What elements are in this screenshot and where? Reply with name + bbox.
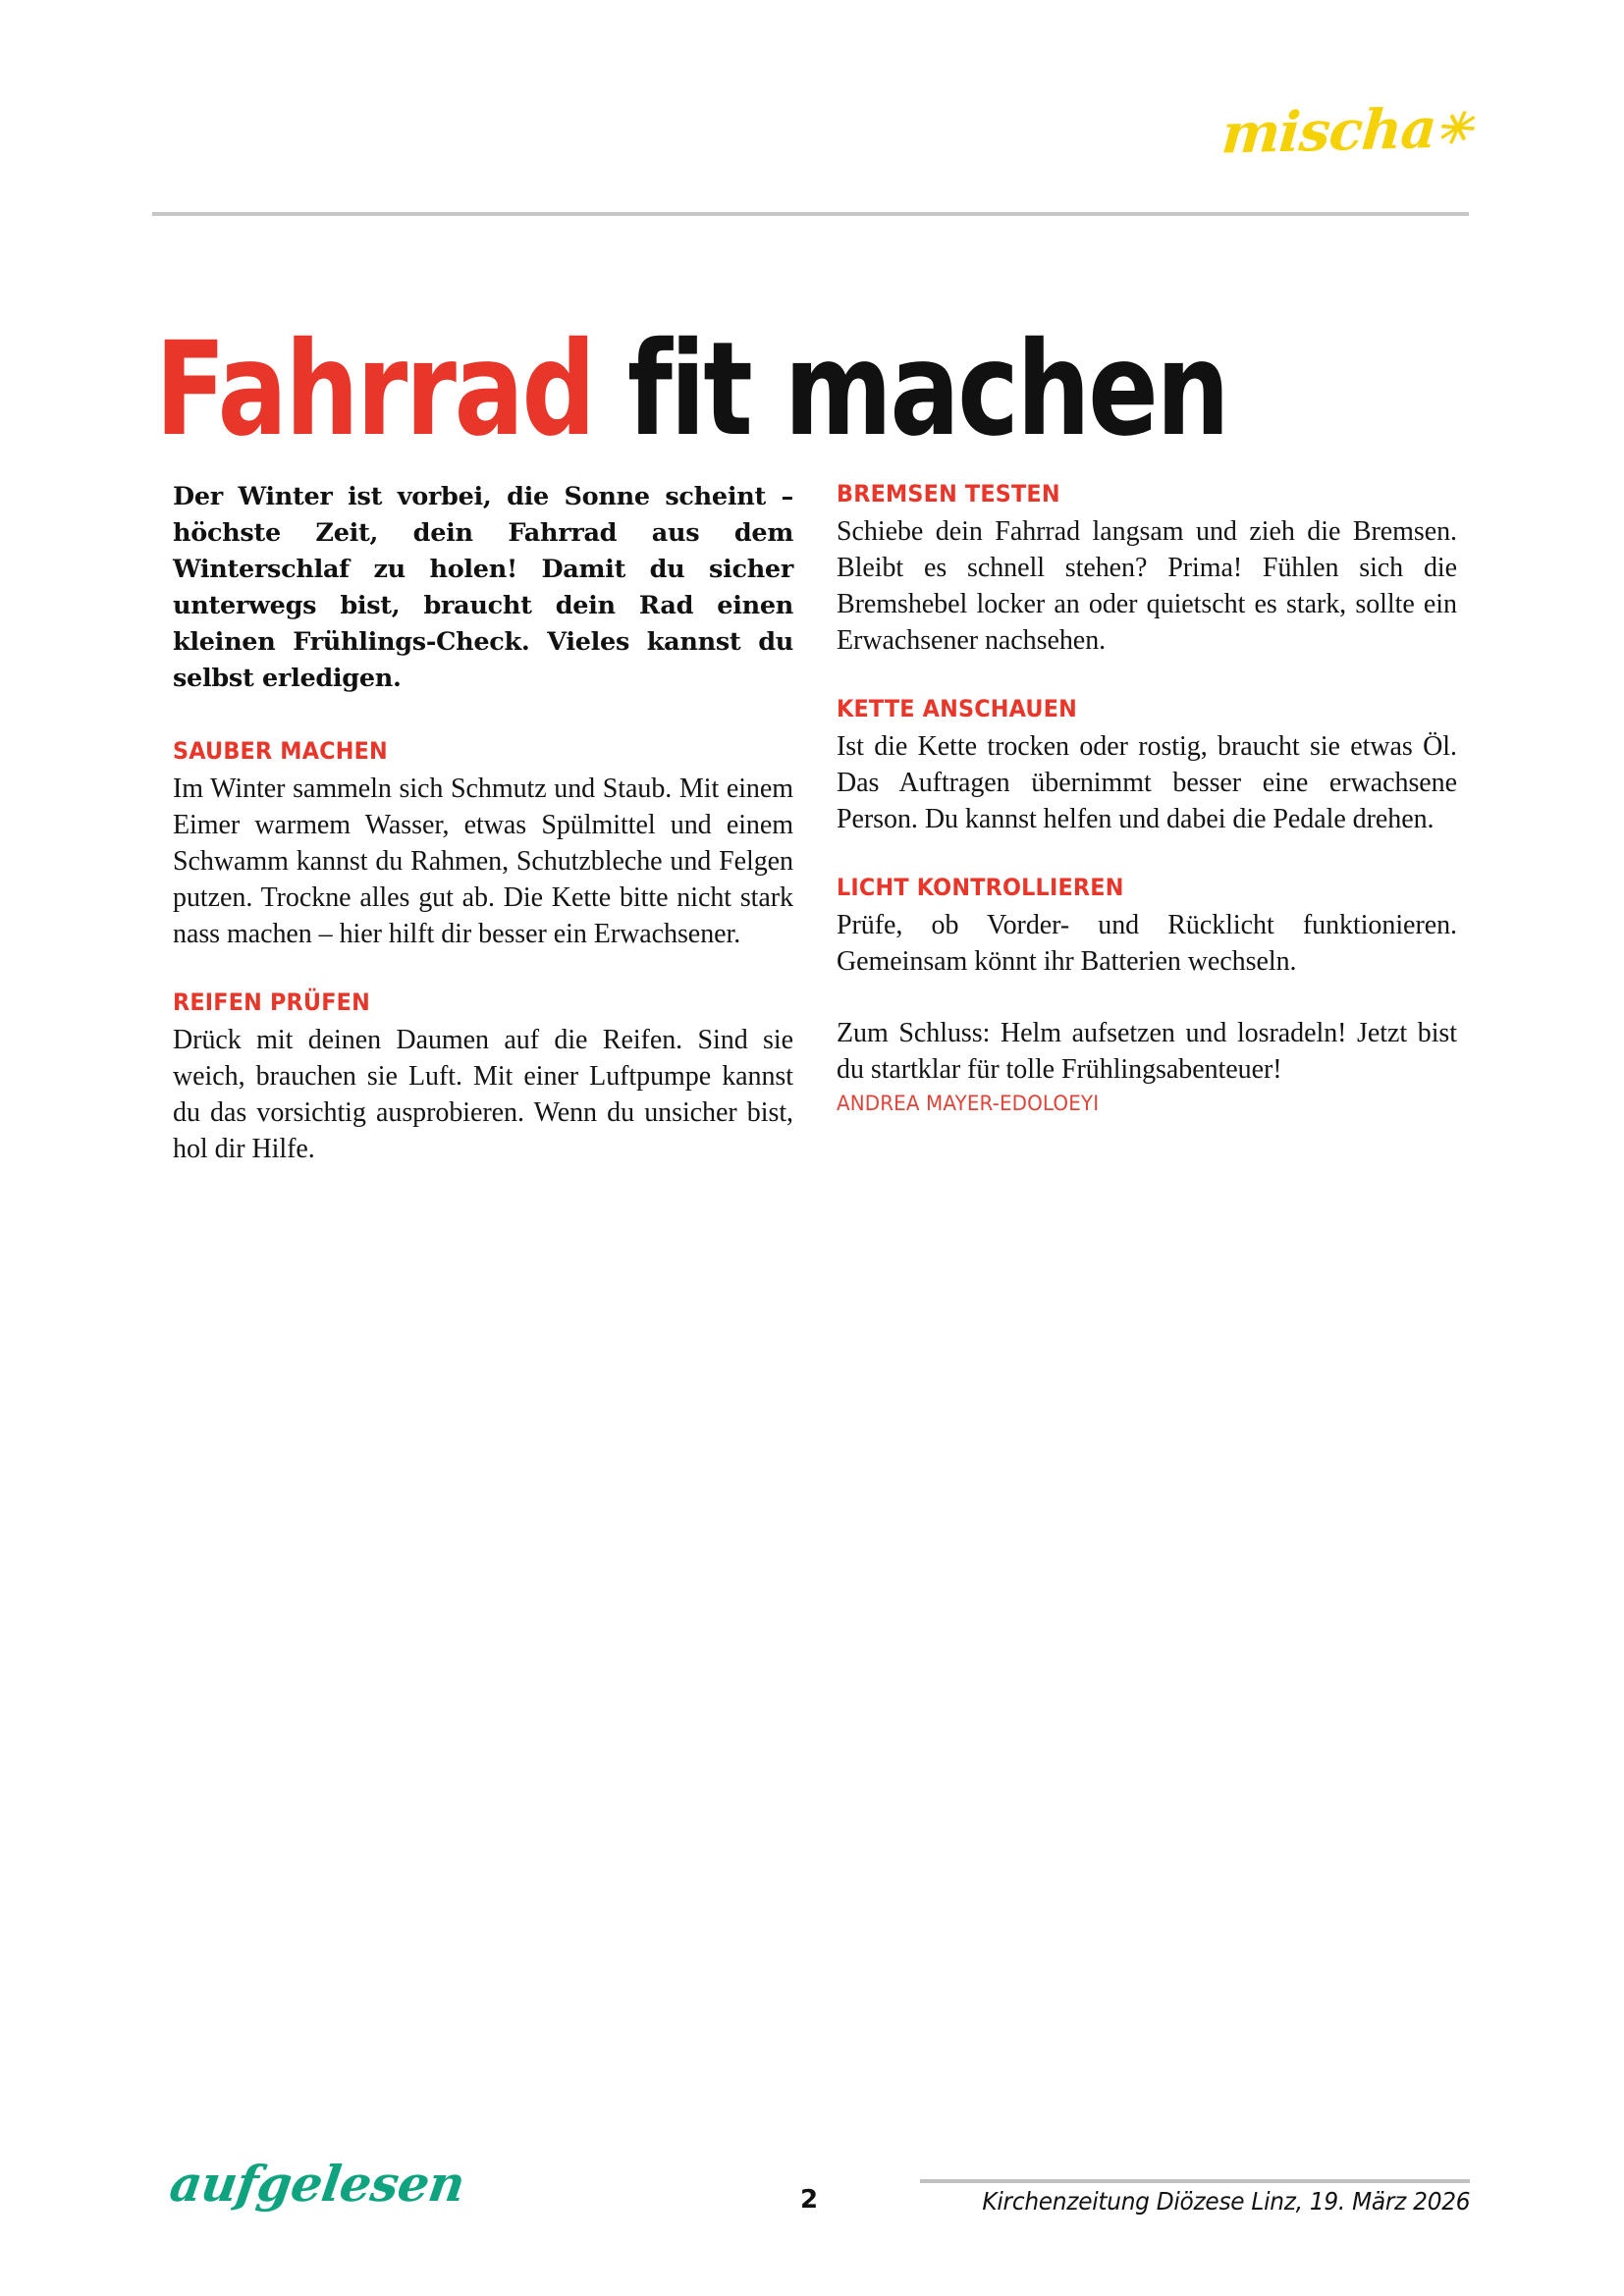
section-heading-sauber-machen: SAUBER MACHEN	[173, 737, 388, 765]
article-column-right	[837, 479, 1457, 1117]
section-body-licht-kontrollieren: Prüfe, ob Vorder- und Rücklicht funktionieren. Gemeinsam könnt ihr Batterien wechseln.	[837, 910, 1457, 977]
article-byline: ANDREA MAYER-EDOLOEYI	[837, 1092, 1100, 1115]
mischa-logo-text: mischa	[1218, 95, 1438, 167]
article-closing-paragraph: Zum Schluss: Helm aufsetzen und losradeln! Jetzt bist du startklar für tolle Frühlingsabenteuer!	[837, 1018, 1457, 1085]
mischa-logo	[1218, 95, 1476, 167]
section-heading-bremsen-testen: BREMSEN TESTEN	[837, 480, 1060, 507]
section-body-kette-anschauen: Ist die Kette trocken oder rostig, braucht sie etwas Öl. Das Auftragen übernimmt besser eine erwachsene Person. Du kannst helfen und dabei die Pedale drehen.	[837, 731, 1457, 834]
footer-divider	[920, 2179, 1470, 2183]
page-title	[155, 314, 1228, 466]
section-body-bremsen-testen: Schiebe dein Fahrrad langsam und zieh die Bremsen. Bleibt es schnell stehen? Prima! Fühlen sich die Bremshebel locker an oder quietscht es stark, sollte ein Erwachsener nachsehen.	[837, 516, 1457, 656]
asterisk-icon: ✳	[1431, 102, 1476, 155]
section-heading-licht-kontrollieren: LICHT KONTROLLIEREN	[837, 874, 1124, 901]
article-lede: Der Winter ist vorbei, die Sonne scheint – höchste Zeit, dein Fahrrad aus dem Winterschlaf zu holen! Damit du sicher unterwegs bist, braucht dein Rad einen kleinen Frühlings-Check. Vieles kannst du selbst erledigen.	[173, 482, 793, 693]
footer-source-line: Kirchenzeitung Diözese Linz, 19. März 2026	[982, 2187, 1470, 2216]
masthead	[152, 95, 1476, 206]
page-number: 2	[800, 2185, 819, 2215]
section-heading-kette-anschauen: KETTE ANSCHAUEN	[837, 695, 1078, 722]
article-column-left	[173, 479, 793, 1167]
section-body-reifen-pruefen: Drück mit deinen Daumen auf die Reifen. Sind sie weich, brauchen sie Luft. Mit einer Luftpumpe kannst du das vorsichtig ausprobieren. Wenn du unsicher bist, hol dir Hilfe.	[173, 1025, 793, 1164]
page-title-black: fit machen	[593, 314, 1228, 466]
section-body-sauber-machen: Im Winter sammeln sich Schmutz und Staub. Mit einem Eimer warmem Wasser, etwas Spülmittel und einem Schwamm kannst du Rahmen, Schutzbleche und Felgen putzen. Trockne alles gut ab. Die Kette bitte nicht stark nass machen – hier hilft dir besser ein Erwachsener.	[173, 774, 793, 949]
page-title-red: Fahrrad	[155, 314, 594, 466]
section-heading-reifen-pruefen: REIFEN PRÜFEN	[173, 988, 370, 1016]
header-divider	[152, 212, 1469, 216]
aufgelesen-logo: aufgelesen	[166, 2155, 468, 2213]
